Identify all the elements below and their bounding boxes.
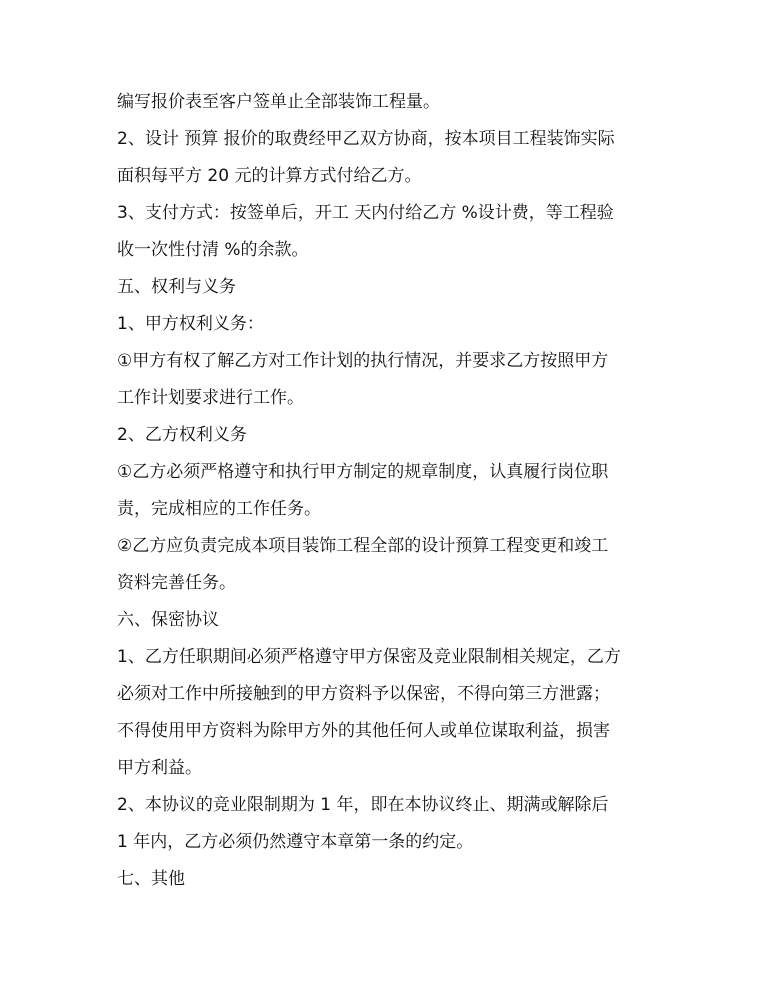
subsection-heading: 1、甲方权利义务： xyxy=(117,314,264,334)
text-line: 工作计划要求进行工作。 xyxy=(117,388,304,408)
text-line: 2、本协议的竞业限制期为 1 年，即在本协议终止、期满或解除后 xyxy=(117,795,609,815)
text-line: ①甲方有权了解乙方对工作计划的执行情况，并要求乙方按照甲方 xyxy=(117,351,609,371)
section-heading: 六、保密协议 xyxy=(117,610,219,630)
text-line: 3、支付方式：按签单后，开工 天内付给乙方 %设计费，等工程验 xyxy=(117,203,614,223)
text-line: 面积每平方 20 元的计算方式付给乙方。 xyxy=(117,166,422,186)
text-line: ②乙方应负责完成本项目装饰工程全部的设计预算工程变更和竣工 xyxy=(117,536,609,556)
text-line: ①乙方必须严格遵守和执行甲方制定的规章制度，认真履行岗位职 xyxy=(117,462,609,482)
text-line: 甲方利益。 xyxy=(117,758,202,778)
text-line: 1、乙方任职期间必须严格遵守甲方保密及竞业限制相关规定，乙方 xyxy=(117,647,621,667)
text-line: 收一次性付清 %的余款。 xyxy=(117,240,309,260)
text-line: 2、设计 预算 报价的取费经甲乙双方协商，按本项目工程装饰实际 xyxy=(117,129,615,149)
section-heading: 七、其他 xyxy=(117,869,185,889)
text-line: 不得使用甲方资料为除甲方外的其他任何人或单位谋取利益，损害 xyxy=(117,721,610,741)
subsection-heading: 2、乙方权利义务 xyxy=(117,425,247,445)
text-line: 1 年内，乙方必须仍然遵守本章第一条的约定。 xyxy=(117,832,474,852)
document-body xyxy=(117,84,662,898)
text-line: 资料完善任务。 xyxy=(117,573,236,593)
text-line: 编写报价表至客户签单止全部装饰工程量。 xyxy=(117,92,440,112)
text-line: 必须对工作中所接触到的甲方资料予以保密，不得向第三方泄露； xyxy=(117,684,610,704)
section-heading: 五、权利与义务 xyxy=(117,277,236,297)
text-line: 责，完成相应的工作任务。 xyxy=(117,499,321,519)
